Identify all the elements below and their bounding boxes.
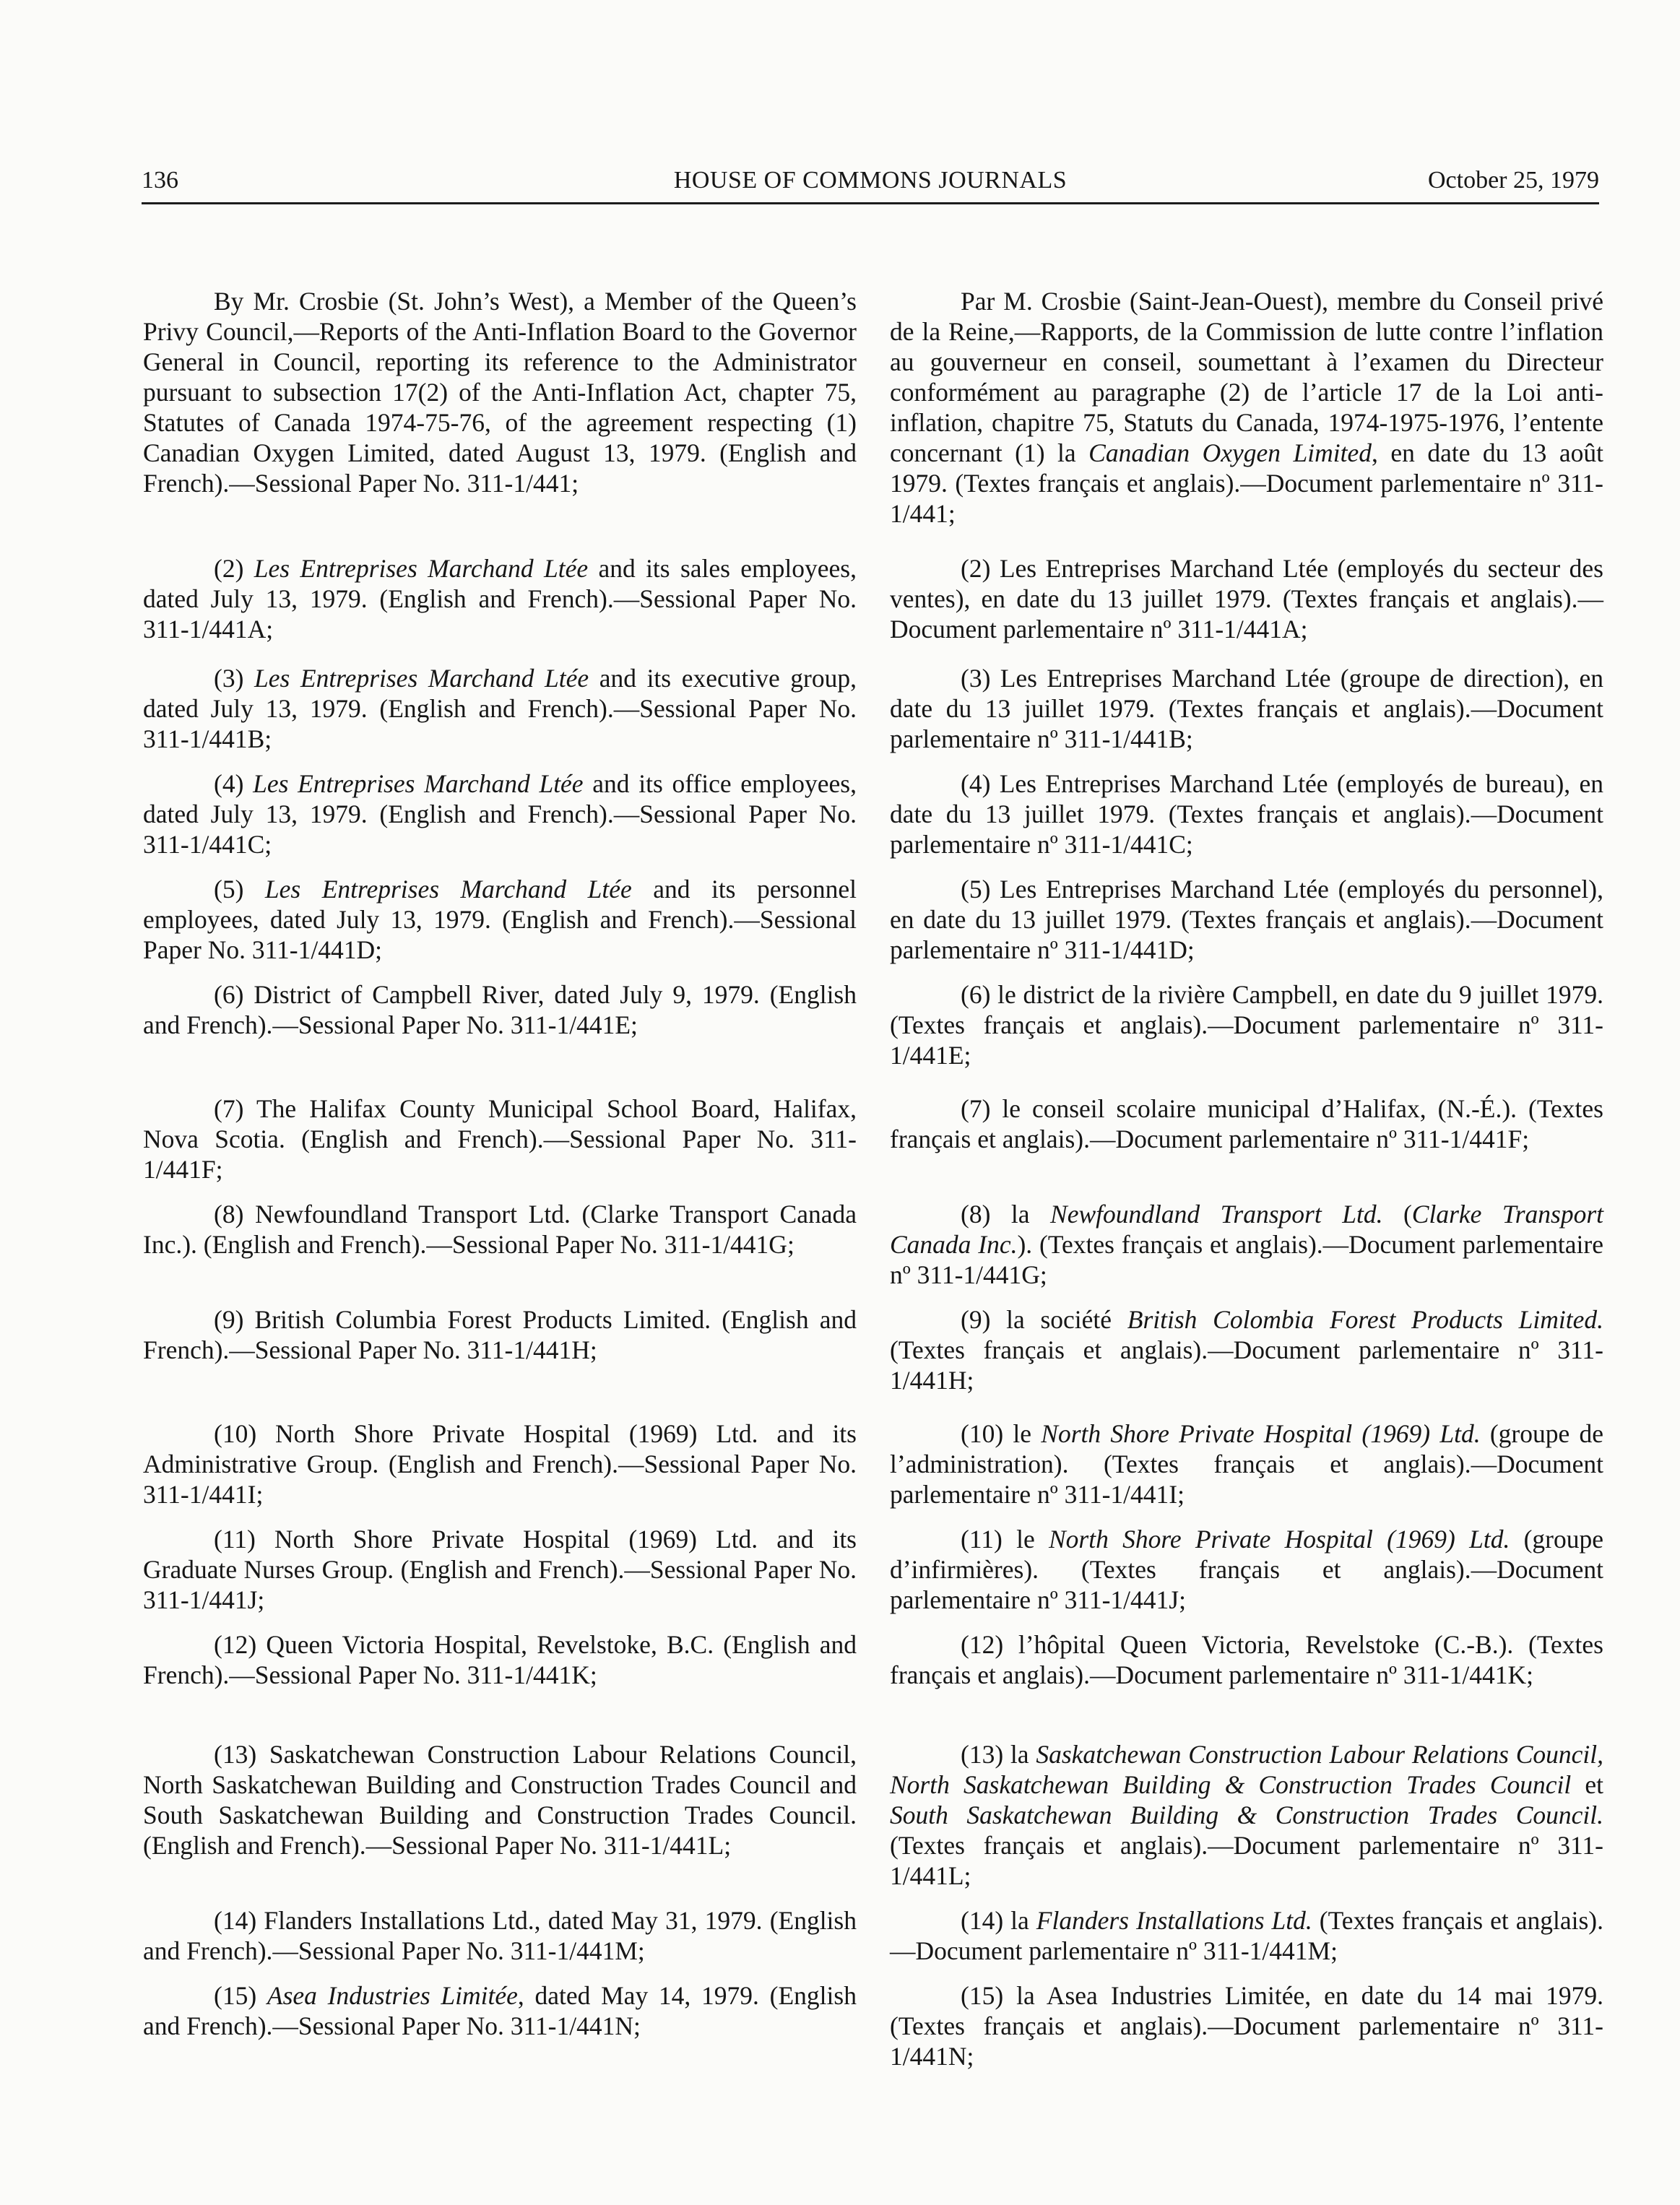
journal-title: HOUSE OF COMMONS JOURNALS xyxy=(673,167,1068,194)
french-item-14: (14) la Flanders Installations Ltd. (Textes français et anglais).—Document parlementaire nº 311-1/441M; xyxy=(890,1905,1604,1965)
french-item-10: (10) le North Shore Private Hospital (1969) Ltd. (groupe de l’administration). (Textes français et anglais).—Document parlementaire nº 311-1/441I; xyxy=(890,1418,1603,1509)
english-item-14: (14) Flanders Installations Ltd., dated May 31, 1979. (English and French).—Sessional Paper No. 311-1/441M; xyxy=(143,1905,857,1965)
english-item-5: (5) Les Entreprises Marchand Ltée and its personnel employees, dated July 13, 1979. (English and French).—Sessional Paper No. 311-1/441D; xyxy=(143,874,857,964)
english-intro-paragraph: By Mr. Crosbie (St. John’s West), a Member of the Queen’s Privy Council,—Reports of the Anti-Inflation Board to the Governor General in Council, reporting its reference to the Administrator pursuant to subsection 17(2) of the Anti-Inflation Act, chapter 75, Statutes of Canada 1974-75-76, of the agreement respecting (1) Canadian Oxygen Limited, dated August 13, 1979. (English and French).—Sessional Paper No. 311-1/441; xyxy=(143,286,857,498)
french-item-11: (11) le North Shore Private Hospital (1969) Ltd. (groupe d’infirmières). (Textes français et anglais).—Document parlementaire nº 311-1/441J; xyxy=(890,1524,1603,1614)
french-item-5: (5) Les Entreprises Marchand Ltée (employés du personnel), en date du 13 juillet 1979. (Textes français et anglais).—Document parlementaire nº 311-1/441D; xyxy=(890,874,1603,964)
english-item-8: (8) Newfoundland Transport Ltd. (Clarke Transport Canada Inc.). (English and French).—Sessional Paper No. 311-1/441G; xyxy=(143,1199,857,1259)
english-item-11: (11) North Shore Private Hospital (1969) Ltd. and its Graduate Nurses Group. (English and French).—Sessional Paper No. 311-1/441J; xyxy=(143,1524,857,1614)
journal-date: October 25, 1979 xyxy=(1427,167,1599,194)
english-item-10: (10) North Shore Private Hospital (1969) Ltd. and its Administrative Group. (English and French).—Sessional Paper No. 311-1/441I; xyxy=(143,1418,857,1509)
english-item-4: (4) Les Entreprises Marchand Ltée and its office employees, dated July 13, 1979. (English and French).—Sessional Paper No. 311-1/441C; xyxy=(143,768,857,859)
english-item-3: (3) Les Entreprises Marchand Ltée and its executive group, dated July 13, 1979. (English and French).—Sessional Paper No. 311-1/441B; xyxy=(143,663,857,753)
english-item-7: (7) The Halifax County Municipal School Board, Halifax, Nova Scotia. (English and French).—Sessional Paper No. 311-1/441F; xyxy=(143,1093,857,1184)
french-item-2: (2) Les Entreprises Marchand Ltée (employés du secteur des ventes), en date du 13 juillet 1979. (Textes français et anglais).—Document parlementaire nº 311-1/441A; xyxy=(890,553,1603,644)
english-item-9: (9) British Columbia Forest Products Limited. (English and French).—Sessional Paper No. 311-1/441H; xyxy=(143,1304,857,1364)
french-item-6: (6) le district de la rivière Campbell, en date du 9 juillet 1979. (Textes français et anglais).—Document parlementaire nº 311-1/441E; xyxy=(890,979,1603,1070)
french-intro-paragraph: Par M. Crosbie (Saint-Jean-Ouest), membre du Conseil privé de la Reine,—Rapports, de la Commission de lutte contre l’inflation au gouverneur en conseil, soumettant à l’examen du Directeur conformément au paragraphe (2) de l’article 17 de la Loi anti-inflation, chapitre 75, Statuts du Canada, 1974-1975-1976, l’entente concernant (1) la Canadian Oxygen Limited, en date du 13 août 1979. (Textes français et anglais).—Document parlementaire nº 311-1/441; xyxy=(890,286,1603,528)
french-item-13: (13) la Saskatchewan Construction Labour Relations Council, North Saskatchewan Building & Construction Trades Council et South Saskatchewan Building & Construction Trades Council. (Textes français et anglais).—Document parlementaire nº 311-1/441L; xyxy=(890,1739,1603,1890)
english-item-15: (15) Asea Industries Limitée, dated May 14, 1979. (English and French).—Sessional Paper No. 311-1/441N; xyxy=(143,1980,857,2040)
french-item-12: (12) l’hôpital Queen Victoria, Revelstoke (C.-B.). (Textes français et anglais).—Document parlementaire nº 311-1/441K; xyxy=(890,1629,1603,1689)
french-item-9: (9) la société British Colombia Forest Products Limited. (Textes français et anglais).—Document parlementaire nº 311-1/441H; xyxy=(890,1304,1603,1395)
french-item-4: (4) Les Entreprises Marchand Ltée (employés de bureau), en date du 13 juillet 1979. (Textes français et anglais).—Document parlementaire nº 311-1/441C; xyxy=(890,768,1603,859)
english-item-6: (6) District of Campbell River, dated July 9, 1979. (English and French).—Sessional Paper No. 311-1/441E; xyxy=(143,979,857,1039)
english-item-2: (2) Les Entreprises Marchand Ltée and its sales employees, dated July 13, 1979. (English and French).—Sessional Paper No. 311-1/441A; xyxy=(143,553,857,644)
french-item-15: (15) la Asea Industries Limitée, en date du 14 mai 1979. (Textes français et anglais).—Document parlementaire nº 311-1/441N; xyxy=(890,1980,1603,2071)
english-item-13: (13) Saskatchewan Construction Labour Relations Council, North Saskatchewan Building and Construction Trades Council and South Saskatchewan Building and Construction Trades Council. (English and French).—Sessional Paper No. 311-1/441L; xyxy=(143,1739,857,1860)
french-item-8: (8) la Newfoundland Transport Ltd. (Clarke Transport Canada Inc.). (Textes français et anglais).—Document parlementaire nº 311-1/441G; xyxy=(890,1199,1603,1289)
english-item-12: (12) Queen Victoria Hospital, Revelstoke, B.C. (English and French).—Sessional Paper No. 311-1/441K; xyxy=(143,1629,857,1689)
french-item-3: (3) Les Entreprises Marchand Ltée (groupe de direction), en date du 13 juillet 1979. (Textes français et anglais).—Document parlementaire nº 311-1/441B; xyxy=(890,663,1603,753)
header-rule xyxy=(142,202,1599,204)
french-item-7: (7) le conseil scolaire municipal d’Halifax, (N.-É.). (Textes français et anglais).—Document parlementaire nº 311-1/441F; xyxy=(890,1093,1603,1153)
page-number: 136 xyxy=(142,167,178,194)
